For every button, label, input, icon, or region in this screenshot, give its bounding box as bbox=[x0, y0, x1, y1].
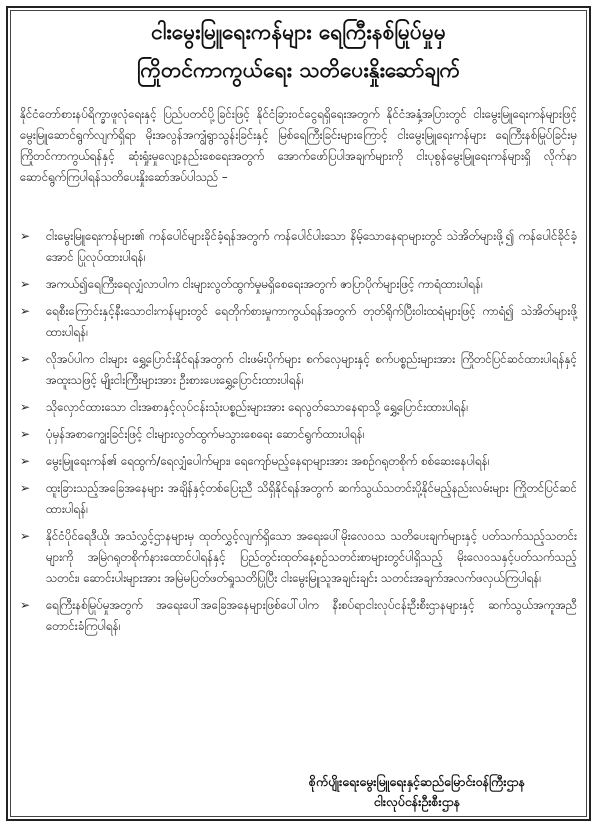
arrow-bullet-icon: ➢ bbox=[20, 352, 31, 366]
arrow-bullet-icon: ➢ bbox=[20, 529, 31, 543]
list-item bbox=[16, 424, 577, 445]
arrow-bullet-icon: ➢ bbox=[20, 277, 31, 291]
list-item bbox=[16, 397, 577, 418]
arrow-bullet-icon: ➢ bbox=[20, 427, 31, 441]
list-item-text: သိုလှောင်ထားသော ငါးအစာနှင့်လုပ်ငန်းသုံးပစ္စည်းများအား ရေလွတ်သောနေရာသို့ ရွှေ့ပြောင်းထားပါရန်၊ bbox=[46, 400, 469, 414]
list-item-text: ငါးမွေးမြူရေးကန်များ၏ ကန်ပေါင်များခိုင်ခံ့ရန်အတွက် ကန်ပေါင်ပါးသော နိမ့်သောနေရာများတွင် သဲအိတ်များဖို့၍ ကန်ပေါင်ခိုင်ခံ့အောင် ပြုလုပ်ထားပါရန်၊ bbox=[46, 229, 577, 264]
list-item bbox=[16, 478, 577, 520]
list-item-text: ရေကြီးနစ်မြုပ်မှုအတွက် အရေးပေါ်အခြေအနေများဖြစ်ပေါ်ပါက နီးစပ်ရာငါးလုပ်ငန်းဦးစီးဌာနများနှင့် ဆက်သွယ်အကူအညီတောင်းခံကြပါရန်၊ bbox=[46, 598, 577, 633]
list-item bbox=[16, 226, 577, 268]
list-item bbox=[16, 274, 577, 295]
instruction-list bbox=[16, 226, 577, 643]
ministry-name: စိုက်ပျိုးရေးမွေးမြူရေးနှင့်ဆည်မြောင်းဝန်ကြီးဌာန bbox=[308, 774, 526, 789]
list-item-text: မွေးမြူရေးကန်၏ ရေထွက်/ရေလျှံပေါက်များ၊ ရေကျော်မည့်နေရာများအား အစဉ်ဂရုတစိုက် စစ်ဆေးနေပါရန်၊ bbox=[46, 454, 490, 468]
list-item bbox=[16, 451, 577, 472]
list-item-text: ရေစီးကြောင်းနှင့်နီးသောငါးကန်များတွင် ရေတိုက်စားမှုကာကွယ်ရန်အတွက် တုတ်ရိုက်ပြီးဝါးထရံများဖြင့် ကာရံ၍ သဲအိတ်များဖို့ထားပါရန်၊ bbox=[46, 304, 577, 339]
notice-title-line-1: ငါးမွေးမြူရေးကန်များ ရေကြီးနစ်မြုပ်မှုမှ bbox=[151, 20, 446, 44]
list-item bbox=[16, 349, 577, 391]
list-item bbox=[16, 301, 577, 343]
signature-block bbox=[267, 772, 567, 812]
intro-paragraph: နိုင်ငံတော်စားနပ်ရိက္ခာဖူလုံရေးနှင့် ပြည်ပတင်ပို့ခြင်းဖြင့် နိုင်ငံခြားဝင်ငွေရရှိရေးအတွက် နိုင်ငံအနှံ့အပြားတွင် ငါးမွေးမြူရေးကန်များဖြင့် မွေးမြူဆောင်ရွက်လျက်ရှိရာ မိုးအလွန်အကျွံရွာသွန်းခြင်းနှင့် မြစ်ရေကြီးခြင်းများကြောင့် ငါးမွေးမြူရေးကန်များ ရေကြီးနစ်မြုပ်ခြင်းမှ ကြိုတင်ကာကွယ်ရန်နှင့် ဆုံးရှုံးမှုလျော့နည်းစေရေးအတွက် အောက်ဖော်ပြပါအချက်များကို ငါးပုစွန်မွေးမြူရေးကန်များရှိ လိုက်နာဆောင်ရွက်ကြပါရန်သတိပေးနှိုးဆော်အပ်ပါသည် – bbox=[20, 107, 577, 184]
arrow-bullet-icon: ➢ bbox=[20, 400, 31, 414]
arrow-bullet-icon: ➢ bbox=[20, 598, 31, 612]
arrow-bullet-icon: ➢ bbox=[20, 454, 31, 468]
list-item-text: လိုအပ်ပါက ငါးများ ရွှေ့ပြောင်းနိုင်ရန်အတွက် ငါးဖမ်းပိုက်များ စက်လှေများနှင့် စက်ပစ္စည်းများအား ကြိုတင်ပြင်ဆင်ထားပါရန်နှင့် အထူးသဖြင့် မျိုးငါးကြီးများအား ဦးစားပေးရွှေ့ပြောင်းထားပါရန်၊ bbox=[46, 352, 577, 387]
arrow-bullet-icon: ➢ bbox=[20, 304, 31, 318]
list-item-text: ပုံမှန်အစာကျွေးခြင်းဖြင့် ငါးများလွတ်ထွက်မသွားစေရေး ဆောင်ရွက်ထားပါရန်၊ bbox=[46, 427, 365, 441]
arrow-bullet-icon: ➢ bbox=[20, 229, 31, 243]
department-name: ငါးလုပ်ငန်းဦးစီးဌာန bbox=[373, 794, 461, 809]
list-item-text: အကယ်၍ရေကြီးရေလျှံလာပါက ငါးများလွတ်ထွက်မှုမရှိစေရေးအတွက် ဇာပြာပိုက်များဖြင့် ကာရံထားပါရန်၊ bbox=[46, 277, 483, 291]
arrow-bullet-icon: ➢ bbox=[20, 481, 31, 495]
list-item-text: နိုင်ငံပိုင်ရေဒီယို၊ အသံလွှင့်ဌာနများမှ ထုတ်လွှင့်လျက်ရှိသော အရေးပေါ်မိုးလေဝသ သတိပေးချက်များနှင့် ပတ်သက်သည့်သတင်းများကို အမြဲဂရုတစိုက်နားထောင်ပါရန်နှင့် ပြည်တွင်းထုတ်နေ့စဉ်သတင်းစာများတွင်ပါရှိသည့် မိုးလေဝသနှင့်ပတ်သက်သည့် သတင်း၊ ဆောင်းပါးများအား အမြဲမပြတ်ဖတ်ရှုသတိပြုပြီး ငါးမွေးမြူသူအချင်းချင်း သတင်းအချက်အလက်ဖလှယ်ကြပါရန်၊ bbox=[46, 529, 577, 585]
notice-title-line-2: ကြိုတင်ကာကွယ်ရေး သတိပေးနှိုးဆော်ချက် bbox=[136, 58, 461, 82]
list-item bbox=[16, 526, 577, 589]
list-item-text: ထူးခြားသည့်အခြေအနေများ အချိန်နှင့်တစ်ပြေးညီ သိရှိနိုင်ရန်အတွက် ဆက်သွယ်သတင်းပို့နိုင်မည့်နည်းလမ်းများ ကြိုတင်ပြင်ဆင်ထားပါရန်၊ bbox=[46, 481, 577, 516]
list-item bbox=[16, 595, 577, 637]
